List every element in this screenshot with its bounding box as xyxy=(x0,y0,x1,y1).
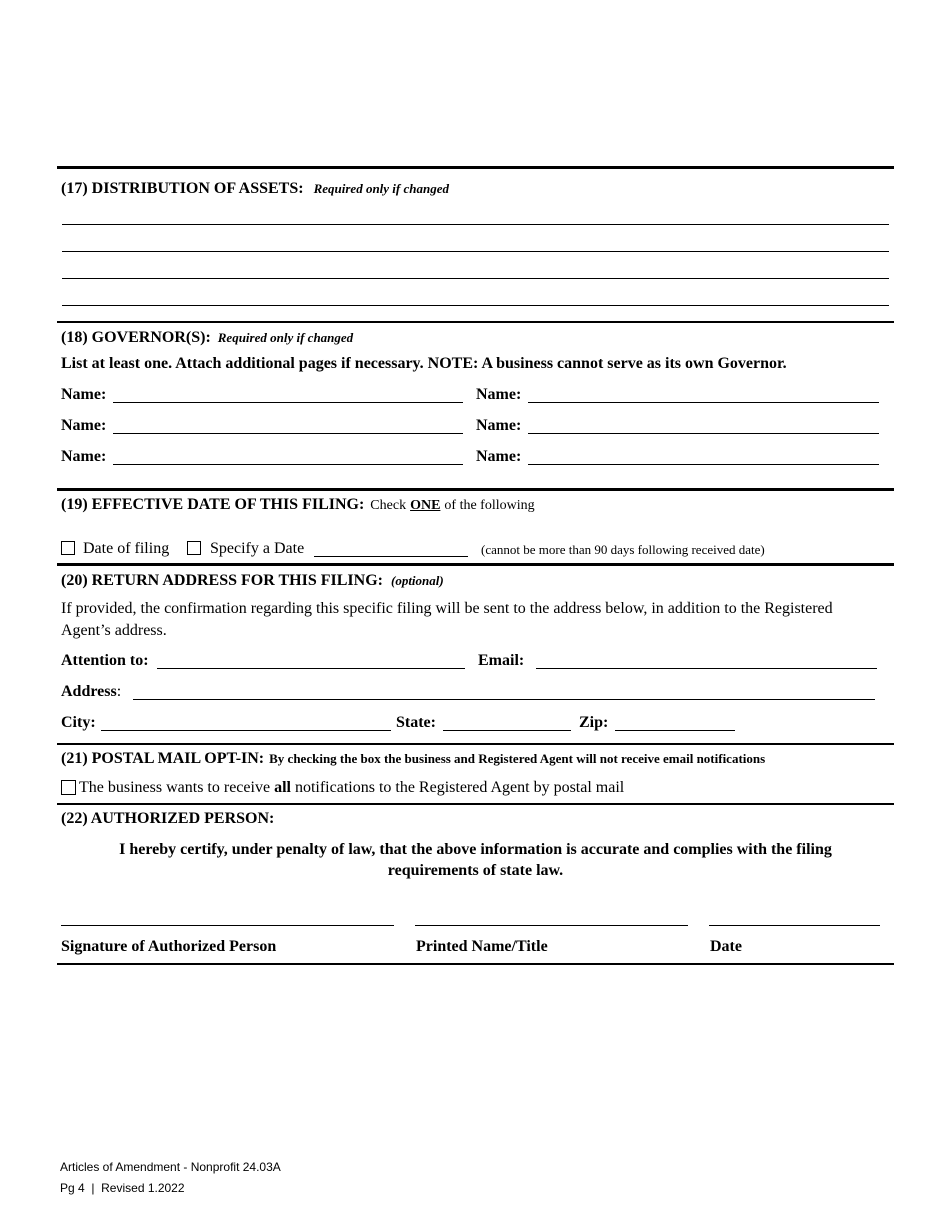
section-21-note: By checking the box the business and Registered Agent will not receive email notifications xyxy=(269,751,766,766)
governor-name-field-3[interactable] xyxy=(113,433,463,434)
city-label: City: xyxy=(61,714,96,731)
distribution-line-4[interactable] xyxy=(62,305,889,306)
section-18-title: (18) GOVERNOR(S): xyxy=(61,329,211,346)
zip-field[interactable] xyxy=(615,730,735,731)
attention-label: Attention to: xyxy=(61,652,149,669)
state-label: State: xyxy=(396,714,436,731)
email-field[interactable] xyxy=(536,668,877,669)
section-22-title: (22) AUTHORIZED PERSON: xyxy=(61,810,275,827)
section-19-title: (19) EFFECTIVE DATE OF THIS FILING: xyxy=(61,496,365,513)
address-field[interactable] xyxy=(133,699,875,700)
date-field[interactable] xyxy=(709,925,880,926)
governor-name-label-3: Name: xyxy=(61,417,107,434)
distribution-line-3[interactable] xyxy=(62,278,889,279)
section-20-description-line-1: If provided, the confirmation regarding this specific filing will be sent to the address below, in addition to the Registered xyxy=(61,600,833,617)
certification-line-2: requirements of state law. xyxy=(387,862,564,879)
section-17-title: (17) DISTRIBUTION OF ASSETS: xyxy=(61,180,304,197)
footer-form-name: Articles of Amendment - Nonprofit 24.03A xyxy=(60,1160,281,1174)
governor-name-label-6: Name: xyxy=(476,448,522,465)
postal-optin-suffix: notifications to the Registered Agent by postal mail xyxy=(290,779,625,796)
specify-date-field[interactable] xyxy=(314,556,468,557)
certification-statement xyxy=(57,839,894,881)
section-19-top-rule xyxy=(57,488,894,491)
section-17-top-rule xyxy=(57,166,894,169)
section-21-top-rule xyxy=(57,743,894,745)
section-18-top-rule xyxy=(57,321,894,323)
distribution-line-2[interactable] xyxy=(62,251,889,252)
section-19-check-one: ONE xyxy=(410,498,441,513)
section-17-header xyxy=(61,180,449,198)
governor-name-label-5: Name: xyxy=(61,448,107,465)
date-constraint-note: (cannot be more than 90 days following received date) xyxy=(481,542,765,557)
governor-name-label-2: Name: xyxy=(476,386,522,403)
printed-name-field[interactable] xyxy=(415,925,688,926)
date-of-filing-label: Date of filing xyxy=(83,540,170,557)
section-19-check-suffix: of the following xyxy=(444,498,535,513)
section-20-note: (optional) xyxy=(390,573,444,588)
section-19-check-prefix: Check xyxy=(370,498,407,513)
email-label: Email: xyxy=(478,652,525,669)
signature-field[interactable] xyxy=(61,925,394,926)
governor-name-field-5[interactable] xyxy=(113,464,463,465)
state-field[interactable] xyxy=(443,730,571,731)
specify-date-checkbox[interactable] xyxy=(187,541,201,555)
section-22-top-rule xyxy=(57,803,894,805)
governor-name-field-4[interactable] xyxy=(528,433,879,434)
printed-name-label: Printed Name/Title xyxy=(416,938,548,955)
governor-name-label-1: Name: xyxy=(61,386,107,403)
section-20-title: (20) RETURN ADDRESS FOR THIS FILING: xyxy=(61,572,383,589)
section-20-header xyxy=(61,572,444,590)
address-label xyxy=(61,683,121,701)
footer-page-info: Pg 4 | Revised 1.2022 xyxy=(60,1181,185,1195)
section-18-instruction: List at least one. Attach additional pages if necessary. NOTE: A business cannot serve as its own Governor. xyxy=(61,355,787,372)
section-21-title: (21) POSTAL MAIL OPT-IN: xyxy=(61,750,265,767)
postal-mail-optin-label xyxy=(79,779,624,797)
section-20-top-rule xyxy=(57,563,894,566)
governor-name-field-6[interactable] xyxy=(528,464,879,465)
section-18-note: Required only if changed xyxy=(217,330,354,345)
postal-optin-prefix: The business wants to receive xyxy=(79,779,275,796)
address-label-text: Address xyxy=(61,683,117,700)
governor-name-field-1[interactable] xyxy=(113,402,463,403)
section-22-bottom-rule xyxy=(57,963,894,965)
certification-line-1: I hereby certify, under penalty of law, that the above information is accurate and complies with the filing xyxy=(119,841,832,858)
city-field[interactable] xyxy=(101,730,391,731)
governor-name-label-4: Name: xyxy=(476,417,522,434)
section-20-description-line-2: Agent’s address. xyxy=(61,622,167,639)
postal-optin-all: all xyxy=(274,779,291,796)
zip-label: Zip: xyxy=(579,714,609,731)
attention-field[interactable] xyxy=(157,668,465,669)
date-label: Date xyxy=(710,938,742,955)
postal-mail-optin-checkbox[interactable] xyxy=(61,780,76,795)
section-19-header xyxy=(61,496,535,514)
section-17-note: Required only if changed xyxy=(313,181,449,196)
section-18-header xyxy=(61,329,353,347)
date-of-filing-checkbox[interactable] xyxy=(61,541,75,555)
distribution-line-1[interactable] xyxy=(62,224,889,225)
section-21-header xyxy=(61,750,765,768)
signature-label: Signature of Authorized Person xyxy=(61,938,277,955)
governor-name-field-2[interactable] xyxy=(528,402,879,403)
specify-date-label: Specify a Date xyxy=(210,540,305,557)
address-label-colon: : xyxy=(116,683,122,700)
